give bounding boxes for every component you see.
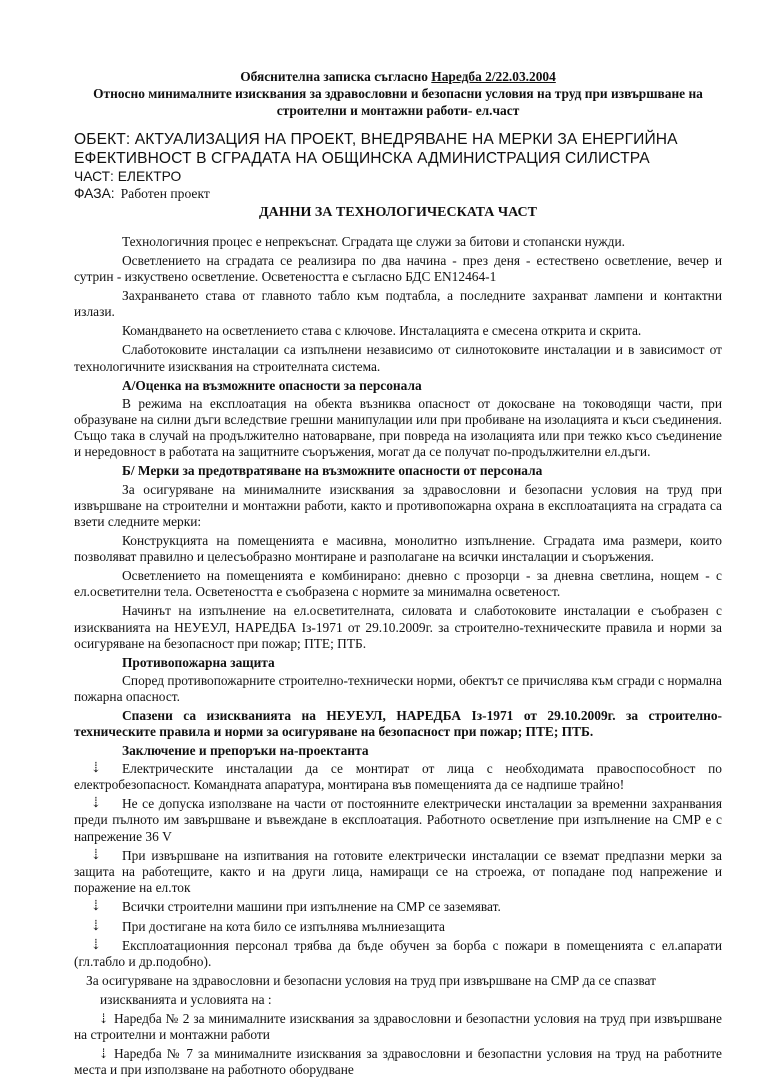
- paragraph-low-current: Слаботоковите инсталации са изпълнени независимо от силнотоковите инсталации и в зависимост от технологичните изисквания на строителната система.: [74, 342, 722, 374]
- heading-prevention-measures: Б/ Мерки за предотвратяване на възможните опасности от персонала: [122, 463, 543, 479]
- arrow-down-bullet-icon: ⇣: [98, 1046, 110, 1062]
- heading-conclusion: Заключение и препоръки на-проектанта: [122, 742, 369, 758]
- header-line-3: строителни и монтажни работи- ел.част: [276, 103, 520, 118]
- arrow-down-bullet-icon: ⇣: [90, 899, 102, 915]
- document-header: [74, 68, 722, 119]
- paragraph-control: Командването на осветлението става с ключове. Инсталацията е смесена открита и скрита.: [122, 323, 642, 339]
- heading-fire-protection: Противопожарна защита: [122, 654, 275, 670]
- list-item: ⇣ Всички строителни машини при изпълнение на СМР се заземяват.: [90, 899, 501, 915]
- heading-hazard-assessment: А/Оценка на възможните опасности за персонала: [122, 377, 422, 393]
- header-line-1: [74, 68, 722, 85]
- phase-value: Работен проект: [120, 186, 210, 201]
- arrow-down-bullet-icon: ⇣: [90, 796, 102, 812]
- phase-line: [74, 185, 722, 202]
- paragraph-illumination: Осветлението на помещенията е комбинирано: дневно с прозорци - за дневна светлина, нощем - с ел.осветителни тела. Осветеността е съобразена с нормите за минимална осветеност.: [74, 568, 722, 600]
- closing-line-2: изискванията и условията на :: [100, 991, 272, 1007]
- paragraph-power-supply: Захранването става от главното табло към подтабла, а последните захранват лампени и контактни излази.: [74, 288, 722, 320]
- paragraph-installation-method: Начинът на изпълнение на ел.осветителната, силовата и слаботоковите инсталации е съобразен с изискванията на НЕУЕУЛ, НАРЕДБА Iз-1971 от 29.10.2009г. за строително-техническите правила и норми за осигуряване на безопасност при пожар; ПТЕ; ПТБ.: [74, 603, 722, 651]
- paragraph-lighting: Осветлението на сградата се реализира по два начина - през деня - естествено осветление, вечер и сутрин - изкуствено осветление. Осветеността е съгласно БДС EN12464-1: [74, 253, 722, 285]
- regulation-reference: Наредба 2/22.03.2004: [431, 69, 556, 84]
- paragraph-process: Технологичния процес е непрекъснат. Сградата ще служи за битови и стопански нужди.: [122, 234, 625, 249]
- object-block: [74, 130, 722, 168]
- arrow-down-bullet-icon: ⇣: [90, 937, 102, 953]
- list-item: ⇣ При достигане на кота било се изпълнява мълниезащита: [90, 918, 445, 934]
- object-line-2: ЕФЕКТИВНОСТ В СГРАДАТА НА ОБЩИНСКА АДМИНИСТРАЦИЯ СИЛИСТРА: [74, 150, 650, 167]
- object-line-1: ОБЕКТ: АКТУАЛИЗАЦИЯ НА ПРОЕКТ, ВНЕДРЯВАНЕ НА МЕРКИ ЗА ЕНЕРГИЙНА: [74, 131, 678, 148]
- list-item: ⇣ Електрическите инсталации да се монтират от лица с необходимата правоспособност по електробезопасност. Командната апаратура, монтирана във помещенията да се надпише трайно!: [74, 760, 722, 793]
- list-item: ⇣ Не се допуска използване на части от постоянните електрически инсталации за временни захранвания преди пълното им завършване и въвеждане в експлоатация. Работното осветление при изпълнение на СМР е с напрежение 36 V: [74, 796, 722, 844]
- list-item: ⇣ При извършване на изпитвания на готовите електрически инсталации се вземат предпазни мерки за защита на работещите, както и на други лица, намиращи се на строежа, от попадане под напрежение и поражение на ел.ток: [74, 847, 722, 896]
- header-prefix: Обяснителна записка съгласно: [240, 69, 432, 84]
- regulation-item: ⇣ Наредба № 2 за минималните изисквания за здравословни и безопастни условия на труд при извършване на строителни и монтажни работи: [74, 1010, 722, 1042]
- regulation-item: ⇣ Наредба № 7 за минималните изисквания за здравословни и безопастни условия на труд на работните места и при използване на работното оборудване: [74, 1046, 722, 1078]
- arrow-down-bullet-icon: ⇣: [98, 1010, 110, 1026]
- document-body: [74, 234, 722, 1079]
- arrow-down-bullet-icon: ⇣: [90, 847, 102, 863]
- header-line-2: Относно минималните изисквания за здравословни и безопасни условия на труд при извършване на: [93, 86, 703, 101]
- list-item: ⇣ Експлоатационния персонал трябва да бъде обучен за борба с пожари в помещенията с ел.апарати (гл.табло и др.подобно).: [74, 937, 722, 970]
- arrow-down-bullet-icon: ⇣: [90, 918, 102, 934]
- arrow-down-bullet-icon: ⇣: [90, 760, 102, 776]
- closing-line-1: За осигуряване на здравословни и безопасни условия на труд при извършване на СМР да се спазват: [86, 973, 657, 989]
- paragraph-measures-intro: За осигуряване на минималните изисквания за здравословни и безопасни условия на труд при извършване на строителни и монтажни работи, както и противопожарна охрана в експлоатацията на сградата са взети следните мерки:: [74, 481, 722, 530]
- paragraph-construction: Конструкцията на помещенията е масивна, монолитно изпълнение. Сградата има размери, които позволяват правилно и целесъобразно монтиране и разполагане на всички инсталации и съоръжения.: [74, 533, 722, 565]
- part-line: ЧАСТ: ЕЛЕКТРО: [74, 169, 182, 184]
- paragraph-hazards: В режима на експлоатация на обекта възниква опасност от докосване на тоководящи части, при образуване на силни дъги вследствие грешни манипулации или при пробиване на изолацията и къси съединения. Също така в случай на продължително натоварване, при повреда на изолацията или при тежко късо съединение и нередовност в работата на защитните съоръжения, могат да се получат по-продължителни ел.дъги.: [74, 395, 722, 460]
- heading-requirements-met: Спазени са изискванията на НЕУЕУЛ, НАРЕДБА Iз-1971 от 29.10.2009г. за строително-техническите правила и норми за осигуряване на безопасност при пожар; ПТЕ; ПТБ.: [74, 708, 722, 740]
- paragraph-fire-class: Според противопожарните строително-технически норми, обектът се причислява към сгради с нормална пожарна опасност.: [74, 673, 722, 705]
- phase-label: ФАЗА:: [74, 186, 115, 201]
- section-title: ДАННИ ЗА ТЕХНОЛОГИЧЕСКАТА ЧАСТ: [258, 205, 538, 220]
